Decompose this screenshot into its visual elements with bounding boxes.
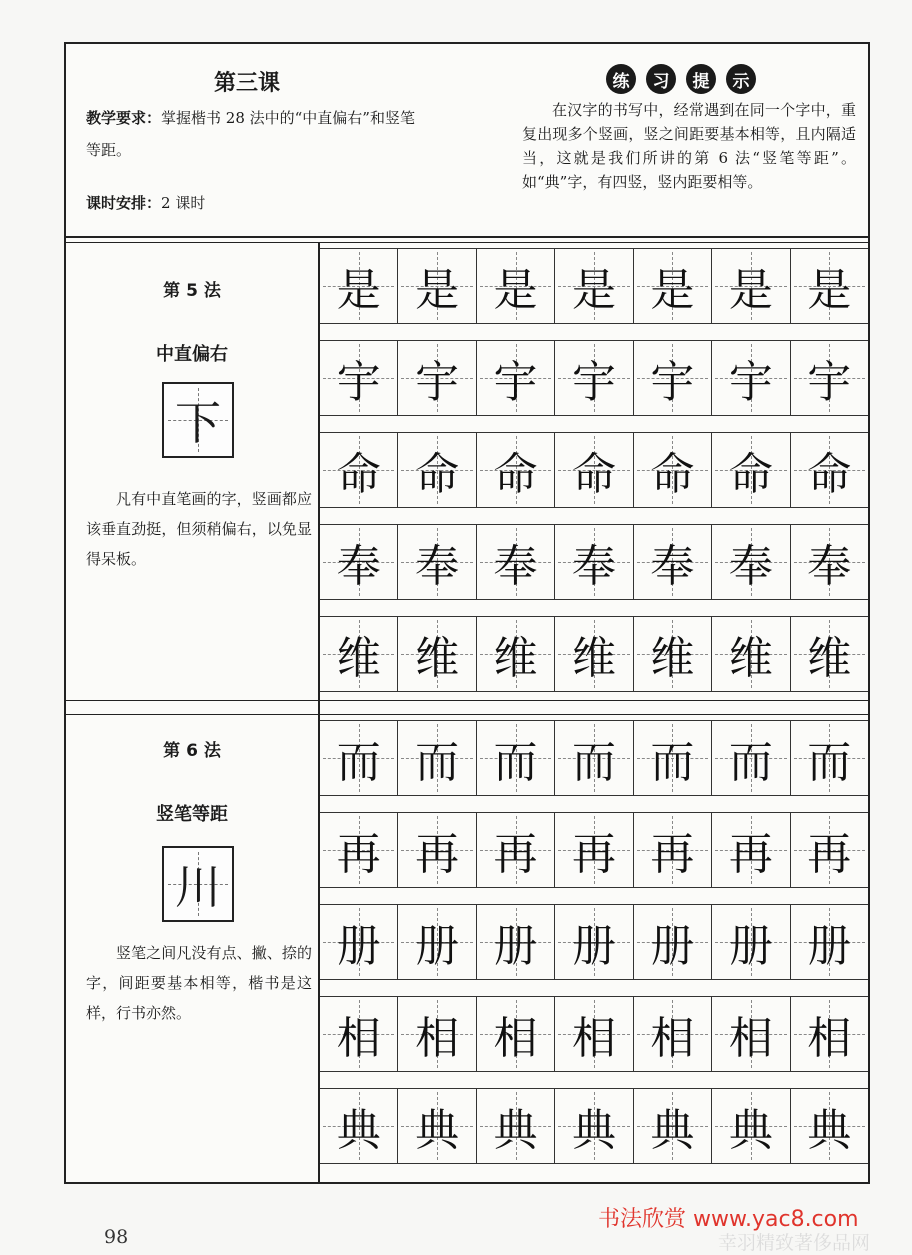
method5-demo-char: 下: [175, 396, 221, 450]
practice-cell: [397, 813, 475, 887]
practice-char: 命: [650, 449, 695, 500]
practice-char: 而: [571, 737, 616, 788]
practice-char: 而: [728, 737, 773, 788]
practice-row: [320, 1088, 868, 1164]
practice-char: 奉: [415, 541, 460, 592]
method6-name: 竖笔等距: [156, 804, 228, 825]
practice-cell: [397, 997, 475, 1071]
practice-char: 册: [571, 921, 616, 972]
practice-char: 再: [571, 829, 616, 880]
method5-description: 凡有中直笔画的字，竖画都应该垂直劲挺，但须稍偏右，以免显得呆板。: [86, 490, 312, 568]
practice-char: 册: [650, 921, 695, 972]
practice-cell: [790, 341, 868, 415]
practice-char: 典: [807, 1105, 852, 1156]
tip-badge: 习: [646, 64, 676, 94]
practice-char: 宇: [493, 357, 538, 408]
practice-cell: [790, 1089, 868, 1163]
practice-cell: [633, 249, 711, 323]
practice-char: 典: [415, 1105, 460, 1156]
practice-cell: [397, 341, 475, 415]
practice-row: [320, 340, 868, 416]
section-divider: [66, 714, 868, 715]
practice-char: 命: [571, 449, 616, 500]
practice-cell: [320, 249, 397, 323]
practice-char: 而: [336, 737, 381, 788]
practice-row: [320, 904, 868, 980]
practice-cell: [476, 905, 554, 979]
practice-cell: [790, 617, 868, 691]
practice-cell: [397, 249, 475, 323]
practice-tip-badges: [606, 64, 756, 94]
practice-cell: [790, 249, 868, 323]
practice-char: 是: [493, 265, 538, 316]
practice-char: 典: [650, 1105, 695, 1156]
practice-row: [320, 616, 868, 692]
practice-cell: [476, 1089, 554, 1163]
lesson-header: [66, 44, 868, 242]
practice-char: 维: [493, 633, 538, 684]
practice-row: [320, 996, 868, 1072]
schedule-label: 课时安排：: [86, 194, 162, 212]
practice-cell: [397, 617, 475, 691]
practice-cell: [320, 341, 397, 415]
practice-cell: [397, 525, 475, 599]
practice-cell: [633, 1089, 711, 1163]
lesson-title: 第三课: [214, 71, 281, 96]
practice-cell: [711, 905, 789, 979]
practice-cell: [554, 721, 632, 795]
watermark-sub: 幸羽精致著侈品网: [718, 1232, 871, 1254]
practice-char: 是: [571, 265, 616, 316]
practice-char: 是: [336, 265, 381, 316]
practice-char: 命: [728, 449, 773, 500]
practice-char: 命: [336, 449, 381, 500]
practice-cell: [397, 721, 475, 795]
practice-char: 相: [493, 1013, 538, 1064]
watermark-title-text: 书法欣赏: [598, 1207, 687, 1232]
practice-cell: [711, 1089, 789, 1163]
practice-cell: [790, 905, 868, 979]
practice-char: 相: [728, 1013, 773, 1064]
practice-cell: [397, 1089, 475, 1163]
practice-char: 再: [807, 829, 852, 880]
practice-char: 命: [493, 449, 538, 500]
practice-char: 宇: [807, 357, 852, 408]
practice-cell: [320, 433, 397, 507]
practice-cell: [397, 433, 475, 507]
practice-cell: [554, 617, 632, 691]
practice-cell: [320, 905, 397, 979]
practice-char: 是: [650, 265, 695, 316]
practice-char: 再: [336, 829, 381, 880]
practice-cell: [476, 997, 554, 1071]
practice-cell: [554, 341, 632, 415]
practice-char: 再: [650, 829, 695, 880]
practice-char: 册: [493, 921, 538, 972]
practice-char: 维: [807, 633, 852, 684]
practice-char: 册: [728, 921, 773, 972]
practice-char: 再: [728, 829, 773, 880]
practice-char: 再: [415, 829, 460, 880]
class-schedule: [86, 192, 205, 213]
practice-char: 宇: [728, 357, 773, 408]
practice-cell: [711, 997, 789, 1071]
practice-char: 宇: [415, 357, 460, 408]
practice-row: [320, 720, 868, 796]
teaching-requirement: [86, 102, 426, 166]
practice-cell: [554, 525, 632, 599]
practice-cell: [633, 997, 711, 1071]
practice-cell: [711, 525, 789, 599]
practice-char: 相: [336, 1013, 381, 1064]
practice-cell: [320, 997, 397, 1071]
practice-char: 命: [415, 449, 460, 500]
practice-char: 维: [336, 633, 381, 684]
practice-cell: [554, 433, 632, 507]
practice-cell: [397, 905, 475, 979]
practice-cell: [320, 1089, 397, 1163]
practice-row: [320, 432, 868, 508]
practice-char: 奉: [728, 541, 773, 592]
practice-cell: [476, 341, 554, 415]
practice-char: 命: [807, 449, 852, 500]
tip-badge: 示: [726, 64, 756, 94]
practice-cell: [554, 249, 632, 323]
practice-cell: [476, 433, 554, 507]
requirement-label: 教学要求：: [86, 109, 162, 127]
practice-cell: [790, 997, 868, 1071]
practice-char: 维: [650, 633, 695, 684]
practice-char: 而: [493, 737, 538, 788]
practice-cell: [554, 1089, 632, 1163]
practice-cell: [711, 721, 789, 795]
page-frame: [64, 42, 870, 1184]
practice-char: 相: [650, 1013, 695, 1064]
practice-cell: [790, 525, 868, 599]
section-divider: [66, 700, 868, 701]
practice-char: 奉: [493, 541, 538, 592]
practice-cell: [711, 617, 789, 691]
practice-cell: [633, 617, 711, 691]
method5-name: 中直偏右: [156, 344, 228, 365]
practice-cell: [633, 721, 711, 795]
practice-cell: [320, 617, 397, 691]
practice-char: 是: [807, 265, 852, 316]
practice-char: 册: [336, 921, 381, 972]
practice-row: [320, 812, 868, 888]
practice-char: 典: [493, 1105, 538, 1156]
practice-char: 而: [415, 737, 460, 788]
practice-cell: [711, 249, 789, 323]
practice-cell: [633, 341, 711, 415]
practice-cell: [554, 813, 632, 887]
practice-cell: [476, 525, 554, 599]
header-divider-thin: [66, 242, 868, 243]
practice-char: 册: [415, 921, 460, 972]
practice-char: 宇: [650, 357, 695, 408]
practice-cell: [711, 433, 789, 507]
schedule-text: 2 课时: [161, 194, 206, 212]
practice-row: [320, 248, 868, 324]
practice-cell: [790, 433, 868, 507]
practice-char: 维: [415, 633, 460, 684]
practice-cell: [320, 525, 397, 599]
practice-char: 相: [571, 1013, 616, 1064]
practice-cell: [711, 813, 789, 887]
method6-demo-box: [162, 846, 234, 922]
practice-char: 而: [650, 737, 695, 788]
practice-cell: [320, 813, 397, 887]
practice-cell: [476, 249, 554, 323]
method5-demo-box: [162, 382, 234, 458]
method6-title: 第 6 法: [163, 741, 221, 761]
practice-cell: [633, 525, 711, 599]
header-divider: [66, 236, 868, 238]
practice-char: 奉: [336, 541, 381, 592]
practice-cell: [790, 813, 868, 887]
practice-cell: [633, 433, 711, 507]
practice-char: 宇: [336, 357, 381, 408]
practice-char: 是: [728, 265, 773, 316]
practice-char: 再: [493, 829, 538, 880]
practice-cell: [476, 617, 554, 691]
method6-description: 竖笔之间凡没有点、撇、捺的字，间距要基本相等，楷书是这样，行书亦然。: [86, 944, 312, 1022]
method6-demo-char: 川: [175, 860, 221, 914]
practice-char: 是: [415, 265, 460, 316]
practice-char: 奉: [650, 541, 695, 592]
practice-cell: [633, 905, 711, 979]
practice-cell: [476, 721, 554, 795]
requirement-text: 掌握楷书 28 法中的“中直偏右”和竖笔等距。: [86, 109, 415, 159]
practice-cell: [476, 813, 554, 887]
practice-char: 维: [571, 633, 616, 684]
practice-cell: [320, 721, 397, 795]
practice-cell: [711, 341, 789, 415]
practice-char: 奉: [571, 541, 616, 592]
practice-char: 维: [728, 633, 773, 684]
practice-char: 宇: [571, 357, 616, 408]
tip-badge: 提: [686, 64, 716, 94]
method5-title: 第 5 法: [163, 281, 221, 301]
practice-char: 册: [807, 921, 852, 972]
watermark-url: www.yac8.com: [693, 1207, 859, 1232]
practice-char: 典: [728, 1105, 773, 1156]
practice-char: 典: [336, 1105, 381, 1156]
practice-row: [320, 524, 868, 600]
practice-char: 奉: [807, 541, 852, 592]
tip-badge: 练: [606, 64, 636, 94]
practice-cell: [633, 813, 711, 887]
practice-char: 而: [807, 737, 852, 788]
page-number: 98: [104, 1226, 129, 1248]
practice-char: 相: [807, 1013, 852, 1064]
practice-cell: [790, 721, 868, 795]
practice-char: 相: [415, 1013, 460, 1064]
practice-cell: [554, 905, 632, 979]
practice-tip-text: 在汉字的书写中，经常遇到在同一个字中，重复出现多个竖画，竖之间距要基本相等，且内隔适当，这就是我们所讲的第 6 法“竖笔等距”。如“典”字，有四竖，竖内距要相等。: [522, 101, 856, 191]
practice-cell: [554, 997, 632, 1071]
practice-char: 典: [571, 1105, 616, 1156]
